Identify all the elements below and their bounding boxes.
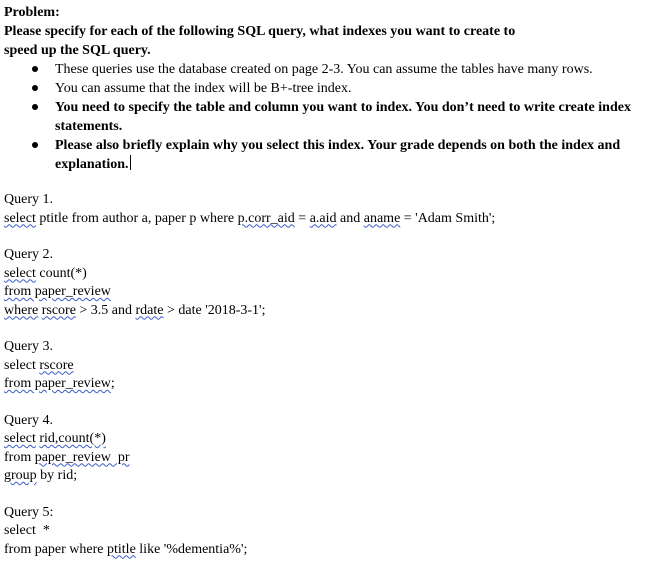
query-3-line-2 [4, 375, 652, 394]
q1-aname: aname [363, 210, 401, 226]
requirement-item [4, 79, 645, 98]
q4-text: by rid; [36, 468, 78, 483]
q1-text: ptitle from author a, paper p where [35, 210, 238, 226]
query-5-line-2 [4, 541, 652, 560]
bullet-icon [32, 85, 38, 91]
query-2-label: Query 2. [4, 247, 53, 262]
q4-paper-review-pr: paper_review pr [34, 449, 130, 465]
q1-text: = 'Adam Smith'; [400, 210, 496, 226]
requirement-text: You need to specify the table and column you want to index. You don’t need to write create index statements. [55, 100, 631, 134]
q2-where-keyword: where [4, 302, 39, 318]
q1-text: = [294, 210, 310, 226]
q2-text: > date '2018-3-1'; [163, 302, 266, 318]
q5-ptitle: ptitle [107, 541, 136, 557]
q4-text: from [4, 449, 35, 465]
q2-select-keyword: select [4, 265, 36, 281]
query-4-label: Query 4. [4, 412, 53, 428]
q2-rscore: rscore [41, 302, 76, 318]
bullet-icon [32, 142, 38, 148]
query-1-label: Query 1. [4, 192, 53, 207]
text-cursor [130, 155, 131, 170]
requirement-item [4, 98, 645, 136]
q3-text: ; [110, 376, 115, 391]
document-page [4, 3, 652, 559]
q4-rid-count: rid,count(*) [39, 431, 106, 446]
q2-text: count(*) [35, 265, 87, 281]
q4-group-keyword: group [4, 468, 37, 483]
requirement-item [4, 60, 645, 79]
query-3-label: Query 3. [4, 339, 53, 354]
q5-text: like '%dementia%'; [135, 541, 248, 557]
query-4-line-3 [4, 467, 652, 486]
query-4-line-2 [4, 449, 652, 468]
query-2-line-2 [4, 283, 652, 302]
problem-intro-line-1: Please specify for each of the following SQL query, what indexes you want to create to [4, 24, 516, 39]
query-1-sql [4, 210, 652, 229]
query-4-line-1 [4, 430, 652, 449]
q4-select-keyword: select [4, 431, 36, 446]
query-2-line-3 [4, 302, 652, 321]
q2-text: > 3.5 and [75, 302, 136, 318]
query-5-label: Query 5: [4, 504, 54, 520]
q1-text: and [336, 210, 364, 226]
requirement-text: These queries use the database created on page 2-3. You can assume the tables have many rows. [55, 62, 593, 77]
q1-corr-aid: p.corr_aid [237, 210, 295, 226]
query-2-line-1 [4, 265, 652, 284]
bullet-icon [32, 66, 38, 72]
requirement-text: You can assume that the index will be B+-tree index. [55, 81, 352, 96]
q3-text: select [4, 357, 40, 373]
query-5-line-1: select * [4, 523, 50, 538]
requirements-list [4, 60, 652, 174]
q1-select-keyword: select [4, 210, 36, 226]
problem-title: Problem: [4, 5, 60, 20]
q3-rscore: rscore [39, 357, 74, 373]
q3-from: from paper_review [4, 376, 111, 391]
q2-from: from paper_review [4, 284, 111, 299]
q5-text: from paper where [4, 541, 108, 557]
q2-rdate: rdate [135, 302, 164, 318]
requirement-item [4, 136, 645, 174]
bullet-icon [32, 104, 38, 110]
problem-intro-line-2: speed up the SQL query. [4, 43, 151, 58]
requirement-text: Please also briefly explain why you select this index. Your grade depends on both the index and explanation. [55, 138, 621, 172]
query-3-line-1 [4, 357, 652, 376]
q1-a-aid: a.aid [309, 210, 337, 226]
